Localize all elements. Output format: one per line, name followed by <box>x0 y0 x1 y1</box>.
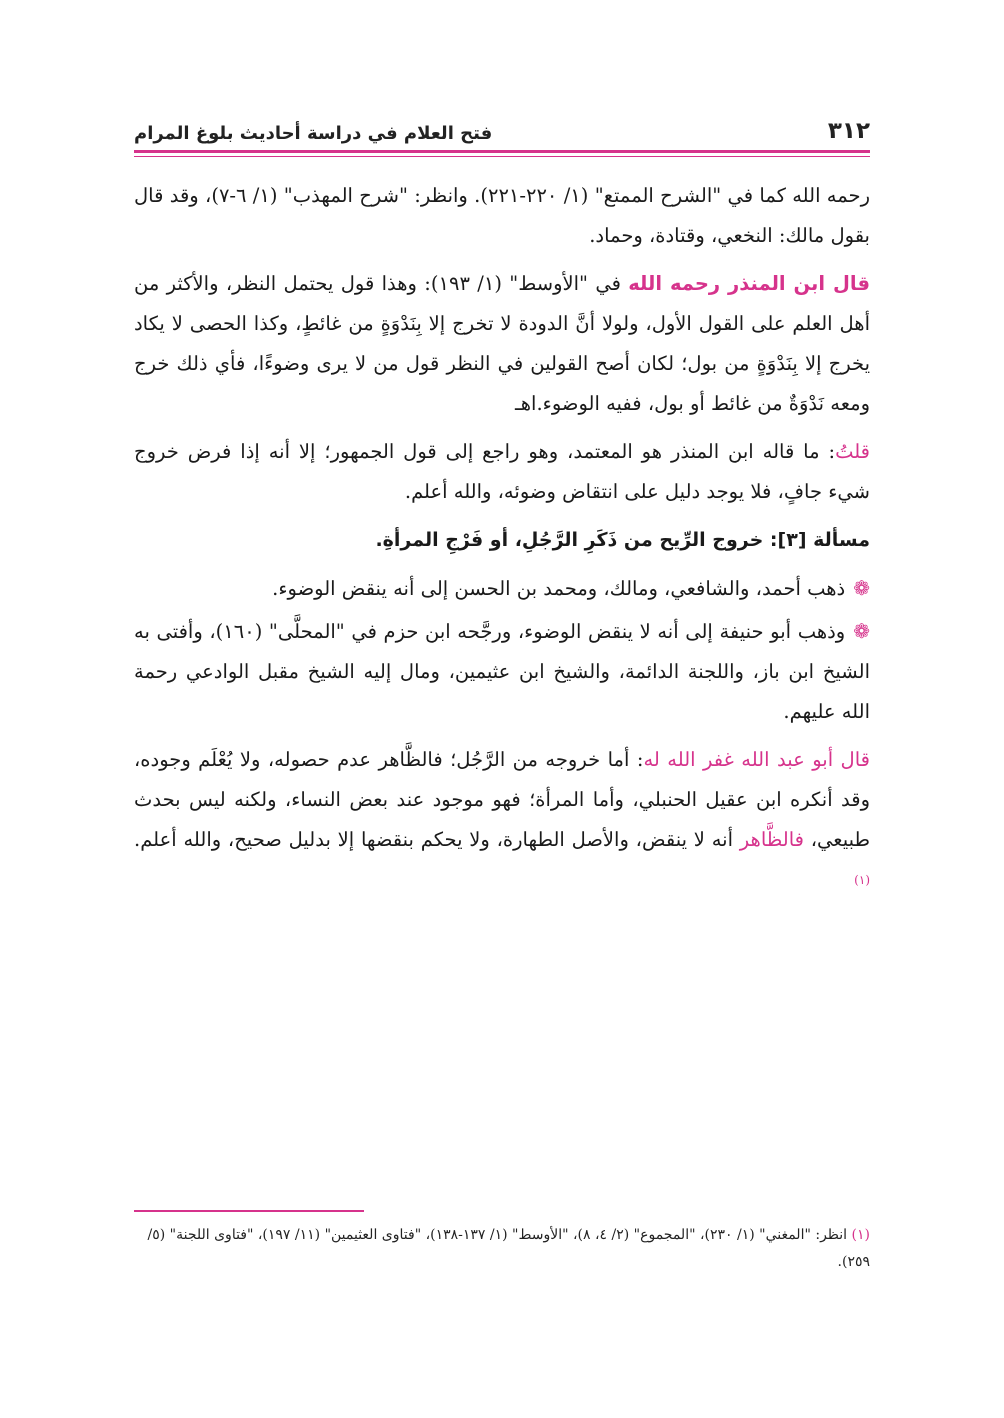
paragraph-text: : أما خروجه من الرَّجُل؛ فالظَّاهر عدم حصوله، ولا يُعْلَم وجوده، وقد أنكره ابن عقيل الحنبلي، وأما المرأة؛ فهو موجود عند بعض النساء، ولكنه ليس بحدث طبيعي، <box>134 748 870 851</box>
header-rule-thin <box>134 156 870 157</box>
paragraph-text: أنه لا ينقض، والأصل الطهارة، ولا يحكم بنقضها إلا بدليل صحيح، والله أعلم. <box>134 828 740 851</box>
author-attribution: قال أبو عبد الله غفر الله له <box>643 748 870 771</box>
bullet-text: ذهب أحمد، والشافعي، ومالك، ومحمد بن الحسن إلى أنه ينقض الوضوء. <box>272 577 846 600</box>
footnote-number: (١) <box>851 1227 870 1243</box>
paragraph-author-conclusion <box>134 740 870 906</box>
flower-ornament-icon: ❁ <box>853 576 870 600</box>
footnotes <box>134 1222 870 1276</box>
page-header <box>134 108 870 144</box>
issue-heading: مسألة [٣]: خروج الرِّيح من ذَكَرِ الرَّجُلِ، أو فَرْجِ المرأةِ. <box>375 529 870 551</box>
paragraph-ibn-almundhir <box>134 264 870 424</box>
author-remark-lead: قلتُ <box>835 440 870 463</box>
paragraph-1: رحمه الله كما في "الشرح الممتع" (١/ ٢٢٠-٢٢١). وانظر: "شرح المهذب" (١/ ٦-٧)، وقد قال بقول مالك: النخعي، وقتادة، وحماد. <box>134 184 870 247</box>
page-number: ٣١٢ <box>827 118 870 144</box>
body-text <box>134 176 870 914</box>
footnote-separator <box>134 1210 364 1212</box>
document-page <box>134 108 870 1408</box>
running-title: فتح العلام في دراسة أحاديث بلوغ المرام <box>134 123 493 144</box>
footnote-marker: (١) <box>854 873 870 887</box>
paragraph-text: : ما قاله ابن المنذر هو المعتمد، وهو راجع إلى قول الجمهور؛ إلا أنه إذا فرض خروج شيء جافٍ، فلا يوجد دليل على انتقاض وضوئه، والله أعلم. <box>134 440 870 503</box>
bullet-paragraph-1 <box>134 568 870 609</box>
quote-attribution: قال ابن المنذر رحمه الله <box>628 272 870 295</box>
header-rule-thick <box>134 150 870 153</box>
highlighted-word: فالظَّاهر <box>739 828 804 851</box>
footnote-text: انظر: "المغني" (١/ ٢٣٠)، "المجموع" (٢/ ٤، ٨)، "الأوسط" (١/ ١٣٧-١٣٨)، "فتاوى العثيمين" (١١/ ١٩٧)، "فتاوى اللجنة" (٥/ ٢٥٩). <box>147 1227 870 1270</box>
paragraph-qultu <box>134 432 870 512</box>
bullet-paragraph-2 <box>134 611 870 732</box>
paragraph-text: في "الأوسط" (١/ ١٩٣): وهذا قول يحتمل النظر، والأكثر من أهل العلم على القول الأول، ولولا أنَّ الدودة لا تخرج إلا بِنَدْوَةٍ من غائطٍ، وكذا الحصى لا يكاد يخرج إلا بِنَدْوَةٍ من بول؛ لكان أصح القولين في النظر قول من لا يرى وضوءًا، فأي ذلك خرج ومعه نَدْوَةٌ من غائط أو بول، ففيه الوضوء.اهـ <box>134 272 870 415</box>
flower-ornament-icon: ❁ <box>853 619 870 643</box>
bullet-text: وذهب أبو حنيفة إلى أنه لا ينقض الوضوء، ورجَّحه ابن حزم في "المحلَّى" (١٦٠)، وأفتى به الشيخ ابن باز، واللجنة الدائمة، والشيخ ابن عثيمين، ومال إليه الشيخ مقبل الوادعي رحمة الله عليهم. <box>134 620 870 723</box>
